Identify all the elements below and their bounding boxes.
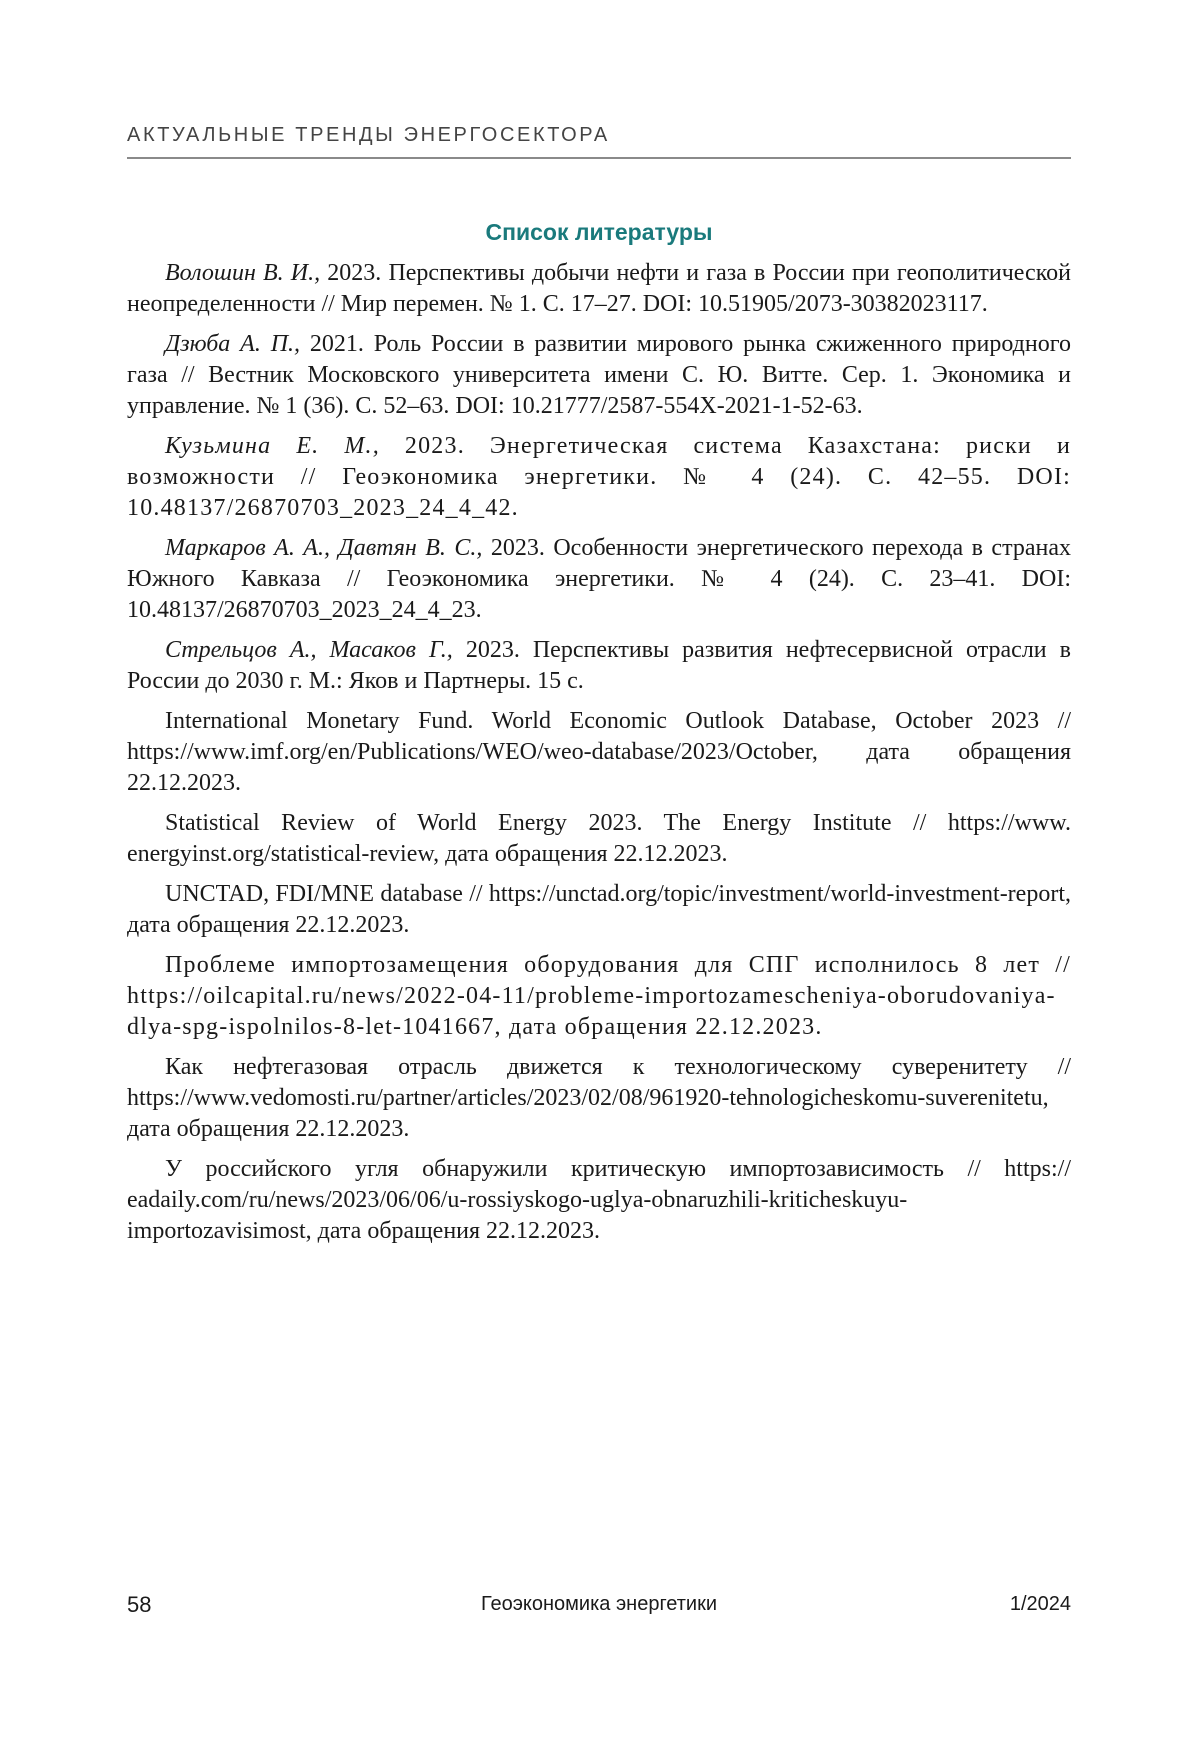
reference-text: 2023. Перспективы добычи нефти и газа в России при геополи­тической неопределенности // Мир перемен. № 1. С. 17–27. DOI: 10.51905/2073-3038­2023117. (127, 260, 1071, 317)
running-header: АКТУАЛЬНЫЕ ТРЕНДЫ ЭНЕРГОСЕКТОРА (127, 124, 1071, 147)
reference-text: 2021. Роль России в развитии мирового рынка сжиженного при­родного газа // Вестник Московского университета имени С. Ю. Витте. Сер. 1. Экономика и управление. № 1 (36). С. 52–63. DOI: 10.21777/2587-554X-2021-1-52-63. (127, 331, 1071, 419)
section-title: Список литературы (127, 219, 1071, 246)
reference-item (127, 1052, 1071, 1145)
reference-authors: Стрельцов А., Масаков Г., (165, 637, 453, 663)
reference-item (127, 533, 1071, 626)
header-divider (127, 157, 1071, 159)
reference-item (127, 1154, 1071, 1247)
page-footer (127, 1592, 1071, 1622)
reference-list (127, 258, 1071, 1256)
reference-text: У российского угля обнаружили критическую импортозависимость // https://​eadaily.com/ru/news/2023/06/06/u-rossiyskogo-uglya-obnaruzhili-kriticheskuyu-​importozavisimost, дата обращения 22.12.2023. (127, 1156, 1071, 1244)
reference-text: 2023. Энергетическая система Казахстана: рис­ки и возможности // Геоэкономика энергетики. № 4 (24). С. 42–55. DOI: 10.48137/26870703_2023_24_4_42. (127, 433, 1071, 521)
reference-item (127, 808, 1071, 870)
reference-text: 2023. Особенности энергетического перехода в странах Южного Кавказа // Геоэкономика энергетики. № 4 (24). С. 23–41. DOI: 10.48137/26870703_2023_24_4_23. (127, 535, 1071, 623)
reference-text: Проблеме импортозамещения оборудования для СПГ исполнилось 8 лет // https://oilcapital.ru/news/2022-04-11/probleme-importozamescheniya-​oborudovaniya-dlya-spg-ispolnilos-8-let-1041667, дата обращения 22.12.2023. (127, 952, 1071, 1040)
reference-item (127, 879, 1071, 941)
reference-item (127, 258, 1071, 320)
reference-text: Как нефтегазовая отрасль движется к технологическому суверенитету // https://www.vedomosti.ru/partner/articles/2023/02/08/961920-tehnologicheskomu-​suverenitetu, дата обращения 22.12.2023. (127, 1054, 1071, 1142)
reference-authors: Кузьмина Е. М., (165, 433, 380, 459)
page (0, 0, 1200, 1747)
reference-item (127, 635, 1071, 697)
reference-text: 2023. Перспективы развития нефтесервисной от­расли в России до 2030 г. М.: Яков и Партнеры. 15 с. (127, 637, 1071, 694)
reference-item (127, 431, 1071, 524)
reference-authors: Дзюба А. П., (165, 331, 300, 357)
reference-text: UNCTAD, FDI/MNE database // https://unctad.org/topic/investment/world-​investment-report, дата обращения 22.12.2023. (127, 881, 1071, 938)
reference-authors: Волошин В. И., (165, 260, 320, 286)
reference-item (127, 706, 1071, 799)
reference-item (127, 329, 1071, 422)
reference-text: International Monetary Fund. World Economic Outlook Database, October 2023 // https://www.imf.org/en/Publications/WEO/weo-database/2023/October, дата обра­щения 22.12.2023. (127, 708, 1071, 796)
reference-authors: Маркаров А. А., Давтян В. С., (165, 535, 482, 561)
journal-name: Геоэкономика энергетики (127, 1593, 1071, 1616)
reference-text: Statistical Review of World Energy 2023. The Energy Institute // https://www.​energyinst.org/statistical-review, дата обращения 22.12.2023. (127, 810, 1071, 867)
page-number: 58 (127, 1592, 151, 1618)
reference-item (127, 950, 1071, 1043)
issue-number: 1/2024 (1010, 1593, 1071, 1616)
